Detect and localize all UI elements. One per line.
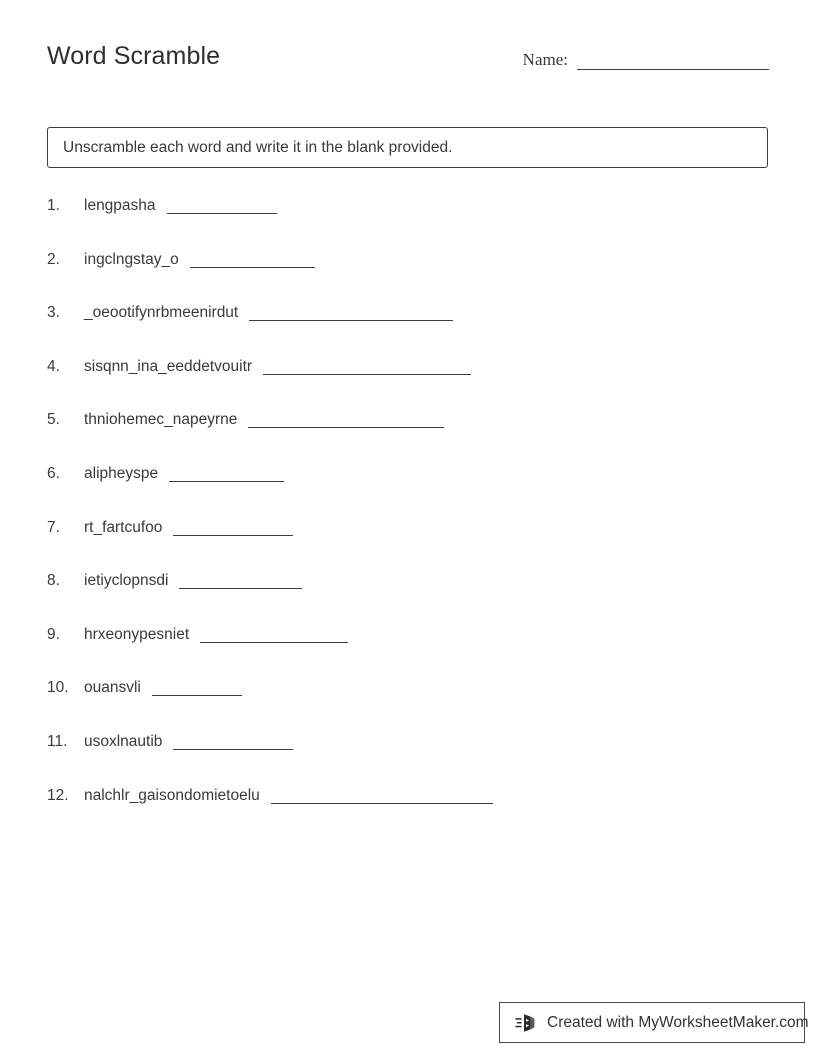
- item-number: 12.: [47, 786, 69, 804]
- scrambled-word: rt_fartcufoo: [84, 518, 163, 536]
- word-list-item: [47, 571, 769, 625]
- item-number: 5.: [47, 411, 60, 429]
- instruction-box: [47, 127, 768, 168]
- item-number: 7.: [47, 518, 60, 536]
- item-number: 9.: [47, 625, 60, 643]
- answer-blank-line[interactable]: [263, 374, 471, 375]
- scrambled-word: alipheyspe: [84, 464, 159, 482]
- scrambled-word: _oeootifynrbmeenirdut: [84, 304, 239, 322]
- item-number: 11.: [47, 732, 68, 750]
- word-list-item: [47, 464, 769, 518]
- scrambled-word: nalchlr_gaisondomietoelu: [84, 786, 260, 804]
- item-number: 1.: [47, 197, 60, 214]
- scrambled-word: hrxeonypesniet: [84, 625, 190, 643]
- item-number: 10.: [47, 679, 69, 697]
- word-list-item: [47, 303, 769, 357]
- item-number: 4.: [47, 357, 60, 375]
- page-title: Word Scramble: [47, 42, 221, 70]
- item-number: 3.: [47, 304, 60, 322]
- answer-blank-line[interactable]: [152, 695, 242, 696]
- item-number: 8.: [47, 572, 60, 590]
- name-label: Name:: [522, 50, 568, 69]
- word-list-item: [47, 625, 769, 679]
- scrambled-word: ouansvli: [84, 679, 141, 697]
- answer-blank-line[interactable]: [167, 213, 277, 214]
- scrambled-word: lengpasha: [84, 197, 156, 214]
- scrambled-word: thniohemec_napeyrne: [84, 411, 238, 429]
- answer-blank-line[interactable]: [169, 481, 284, 482]
- word-list-item: [47, 518, 769, 572]
- answer-blank-line[interactable]: [200, 642, 348, 643]
- worksheet-header: [47, 42, 769, 86]
- item-number: 6.: [47, 464, 60, 482]
- scrambled-word: ingclngstay_o: [84, 250, 179, 268]
- answer-blank-line[interactable]: [249, 320, 453, 321]
- scrambled-word: ietiyclopnsdi: [84, 572, 169, 590]
- word-list-item: [47, 678, 769, 732]
- word-list-item: [47, 732, 769, 786]
- scrambled-word: usoxlnautib: [84, 732, 163, 750]
- created-with-badge[interactable]: [499, 1002, 809, 1043]
- scrambled-word: sisqnn_ina_eeddetvouitr: [84, 357, 253, 375]
- item-number: 2.: [47, 250, 60, 268]
- word-list-item: [47, 357, 769, 411]
- answer-blank-line[interactable]: [173, 535, 293, 536]
- word-list-item: [47, 196, 769, 250]
- badge-label: Created with MyWorksheetMaker.com: [547, 1013, 809, 1031]
- word-list-item: [47, 410, 769, 464]
- answer-blank-line[interactable]: [179, 588, 302, 589]
- word-scramble-list: [47, 196, 769, 839]
- answer-blank-line[interactable]: [173, 749, 293, 750]
- answer-blank-line[interactable]: [248, 427, 444, 428]
- word-list-item: [47, 250, 769, 304]
- instruction-text: Unscramble each word and write it in the blank provided.: [63, 138, 453, 156]
- answer-blank-line[interactable]: [190, 267, 315, 268]
- name-input-line[interactable]: [577, 69, 769, 70]
- word-list-item: [47, 786, 769, 840]
- worksheet-maker-logo-icon: [515, 1012, 539, 1034]
- name-field-group: [523, 51, 769, 70]
- answer-blank-line[interactable]: [271, 803, 493, 804]
